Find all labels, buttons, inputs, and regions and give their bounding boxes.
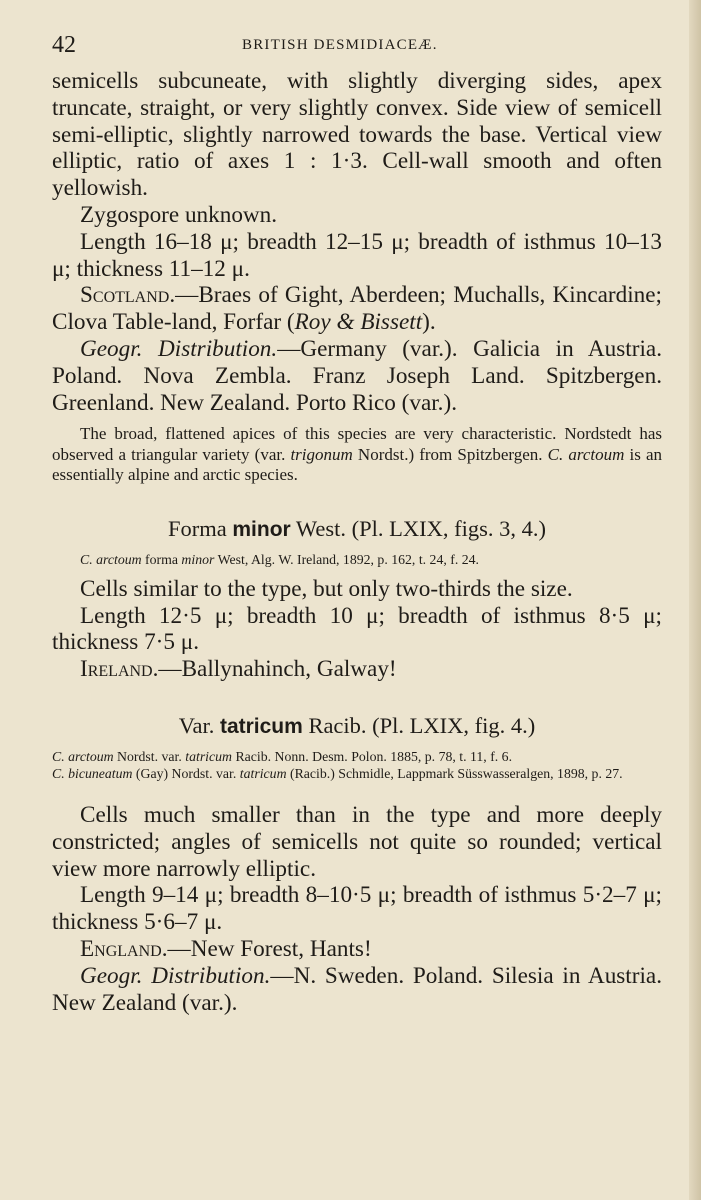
scotland-label: Scotland.	[80, 282, 176, 309]
description-paragraph: semicells subcuneate, with slightly diverging sides, apex truncate, straight, or very slightly convex. Side view of semicell semi-elliptic, slightly narrowed towards the base. Vertical view elliptic, ratio of axes 1 : 1·3. Cell-wall smooth and often yellowish.	[52, 68, 662, 202]
citation-variety: tatricum	[239, 766, 287, 782]
measurements-paragraph: Length 16–18 μ; breadth 12–15 μ; breadth of isthmus 10–13 μ; thickness 11–12 μ.	[52, 228, 662, 282]
citation-variety: tatricum	[185, 749, 233, 765]
citation-mid: Nordst. var.	[113, 749, 186, 765]
heading-suffix: West. (Pl. LXIX, figs. 3, 4.)	[290, 515, 546, 541]
tatricum-citation-2	[52, 765, 662, 782]
citation-forma: minor	[181, 551, 215, 567]
remarks-note	[52, 424, 662, 486]
tatricum-citation-1	[52, 748, 662, 765]
england-text: —New Forest, Hants!	[167, 936, 372, 963]
running-head	[52, 28, 662, 68]
ireland-label: Ireland.	[80, 656, 159, 683]
forma-name: minor	[232, 517, 291, 541]
ireland-text: —Ballynahinch, Galway!	[158, 656, 397, 683]
heading-prefix: Forma	[168, 515, 233, 541]
geogr-text: —N. Sweden. Poland. Silesia in Austria. New Zealand (var.).	[52, 962, 663, 1016]
citation-species: C. arctoum	[52, 749, 114, 765]
scotland-localities	[52, 282, 662, 336]
geogr-label: Geogr. Distribution.	[80, 962, 271, 989]
citation-mid: forma	[141, 551, 182, 567]
note-part-a: The broad, flattened apices of this species are very characteristic. Nordstedt has observed a triangular variety (var.	[52, 424, 662, 464]
page-edge	[689, 0, 701, 1200]
scotland-end: ).	[422, 309, 436, 336]
note-species: C. arctoum	[547, 444, 625, 464]
variety-name: tatricum	[219, 715, 303, 739]
tatricum-measurements: Length 9–14 μ; breadth 8–10·5 μ; breadth of isthmus 5·2–7 μ; thickness 5·6–7 μ.	[52, 882, 662, 936]
citation-rest: West, Alg. W. Ireland, 1892, p. 162, t. 24, f. 24.	[214, 551, 479, 567]
heading-prefix: Var.	[178, 713, 220, 739]
var-tatricum-heading	[52, 713, 662, 740]
england-label: England.	[80, 936, 168, 963]
england-localities	[52, 936, 662, 963]
forma-minor-measurements: Length 12·5 μ; breadth 10 μ; breadth of isthmus 8·5 μ; thickness 7·5 μ.	[52, 602, 662, 656]
page-number: 42	[52, 32, 76, 58]
citation-species: C. bicuneatum	[52, 766, 133, 782]
forma-minor-description: Cells similar to the type, but only two-thirds the size.	[80, 575, 573, 602]
citation-rest: (Racib.) Schmidle, Lappmark Süsswasseralgen, 1898, p. 27.	[286, 766, 623, 782]
running-title: BRITISH DESMIDIACEÆ.	[242, 37, 438, 53]
forma-minor-heading	[52, 516, 662, 543]
ireland-localities	[52, 656, 662, 683]
forma-minor-citation	[52, 551, 662, 568]
geogr-label: Geogr. Distribution.	[80, 335, 278, 362]
heading-suffix: Racib. (Pl. LXIX, fig. 4.)	[302, 713, 536, 739]
citation-species: C. arctoum	[80, 551, 142, 567]
geographic-distribution	[52, 336, 662, 416]
zygospore-line: Zygospore unknown.	[80, 201, 278, 228]
book-page	[52, 28, 662, 1016]
citation-mid: (Gay) Nordst. var.	[132, 766, 240, 782]
note-part-b: Nordst.) from Spitzbergen.	[352, 444, 548, 464]
scotland-collectors: Roy & Bissett	[294, 309, 423, 336]
citation-rest: Racib. Nonn. Desm. Polon. 1885, p. 78, t. 11, f. 6.	[232, 749, 513, 765]
scotland-text: —Braes of Gight, Aberdeen; Muchalls, Kincardine; Clova Table-land, Forfar (	[52, 282, 662, 336]
geogr-text: —Germany (var.). Galicia in Austria. Poland. Nova Zembla. Franz Joseph Land. Spitzbergen. Greenland. New Zealand. Porto Rico (var.).	[52, 335, 662, 416]
tatricum-distribution	[52, 963, 662, 1017]
note-trigonum: trigonum	[290, 444, 353, 464]
note-part-c: is an essentially alpine and arctic species.	[52, 444, 663, 485]
tatricum-description: Cells much smaller than in the type and more deeply constricted; angles of semicells not quite so rounded; vertical view more narrowly elliptic.	[52, 802, 662, 882]
